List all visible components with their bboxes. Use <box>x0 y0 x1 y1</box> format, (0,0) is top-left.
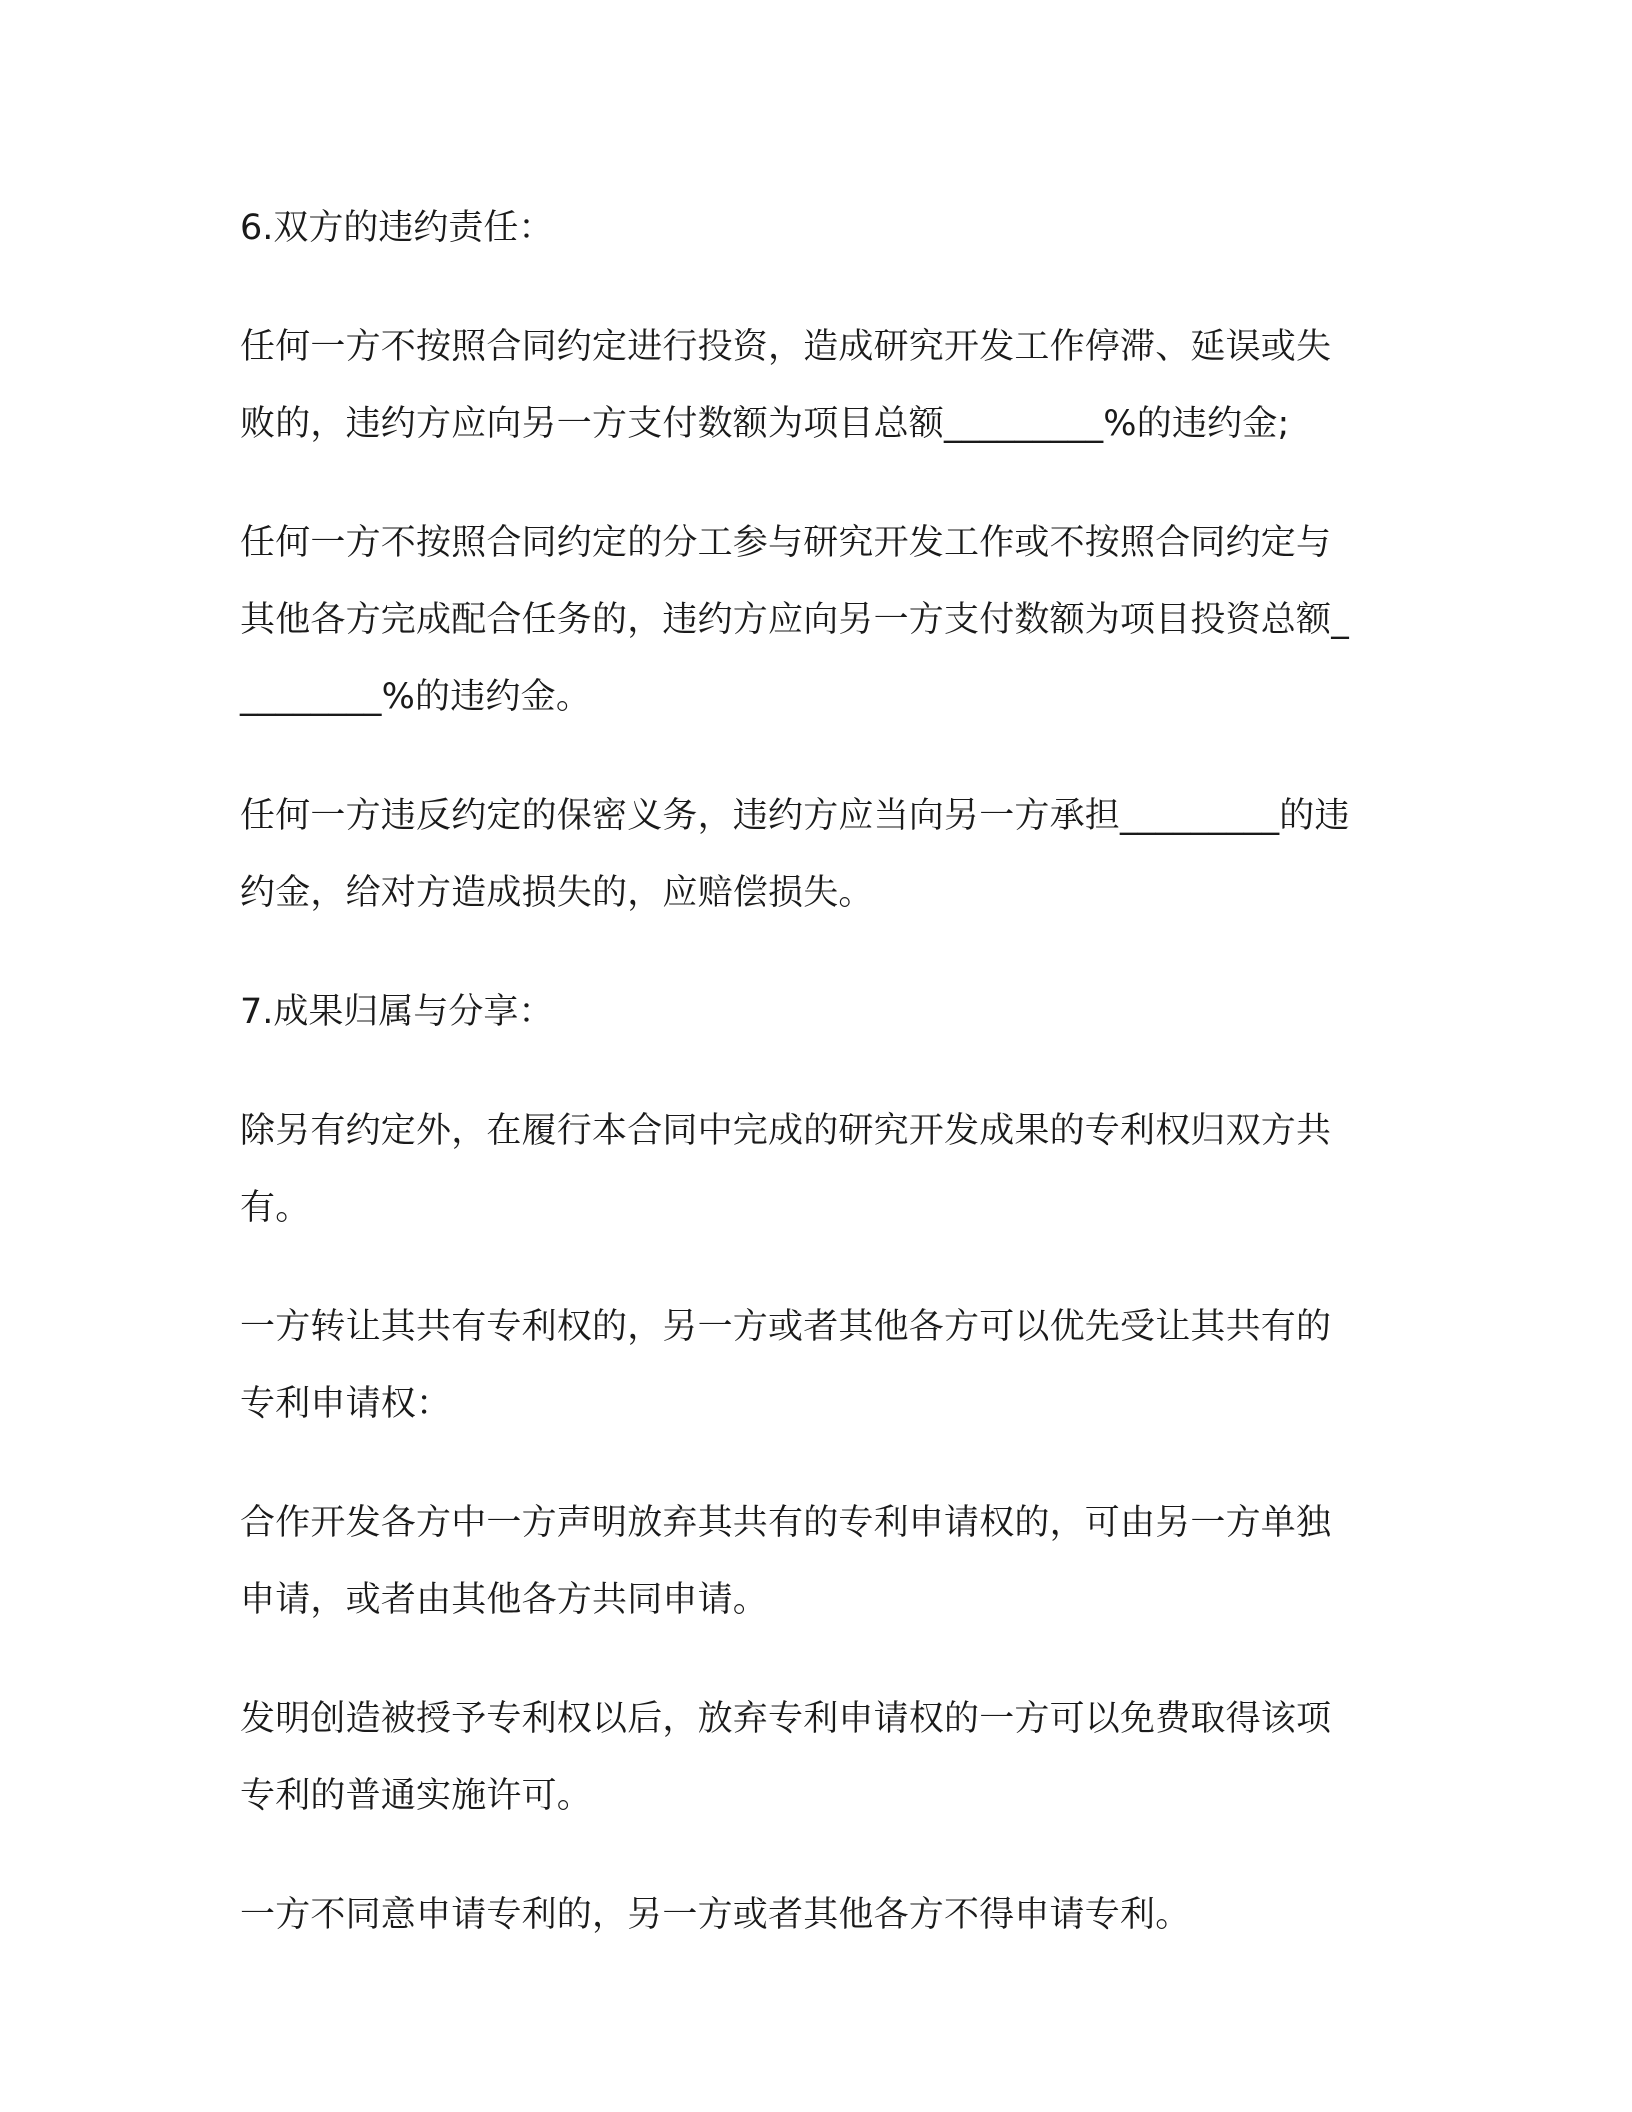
paragraph-patent-license: 发明创造被授予专利权以后，放弃专利申请权的一方可以免费取得该项专利的普通实施许可。 <box>240 1699 1332 1816</box>
paragraph-confidentiality-breach: 任何一方违反约定的保密义务，违约方应当向另一方承担_________的违约金，给对方造成损失的，应赔偿损失。 <box>240 796 1350 913</box>
document-page <box>240 190 1360 1996</box>
section-heading-breach-liability: 6.双方的违约责任： <box>240 208 554 248</box>
section-heading-results-ownership: 7.成果归属与分享： <box>240 992 554 1032</box>
paragraph-investment-breach: 任何一方不按照合同约定进行投资，造成研究开发工作停滞、延误或失败的，违约方应向另一方支付数额为项目总额_________%的违约金; <box>240 327 1332 444</box>
paragraph-patent-waiver: 合作开发各方中一方声明放弃其共有的专利申请权的，可由另一方单独申请，或者由其他各方共同申请。 <box>240 1503 1332 1620</box>
paragraph-patent-co-ownership: 除另有约定外，在履行本合同中完成的研究开发成果的专利权归双方共有。 <box>240 1111 1332 1228</box>
paragraph-division-breach: 任何一方不按照合同约定的分工参与研究开发工作或不按照合同约定与其他各方完成配合任务的，违约方应向另一方支付数额为项目投资总额_________%的违约金。 <box>240 523 1349 717</box>
paragraph-patent-refusal: 一方不同意申请专利的，另一方或者其他各方不得申请专利。 <box>240 1895 1191 1935</box>
paragraph-patent-transfer: 一方转让其共有专利权的，另一方或者其他各方可以优先受让其共有的专利申请权： <box>240 1307 1332 1424</box>
